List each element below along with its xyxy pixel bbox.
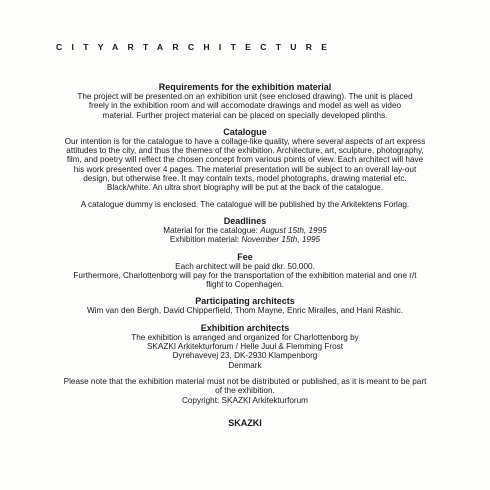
- exhibition-architects-section: [30, 323, 460, 370]
- copyright-line: Copyright: SKAZKI Arkitekturforum: [181, 395, 309, 405]
- deadline-exhibition-date: November 15th, 1995: [241, 235, 321, 245]
- catalogue-line: Black/white. An ultra short biography will be put at the back of the catalogue.: [106, 183, 384, 193]
- requirements-line: freely in the exhibition room and will accomodate drawings and model as well as video: [88, 101, 402, 111]
- catalogue-heading: Catalogue: [223, 126, 267, 137]
- fee-line: Each architect will be paid dkr. 50.000.: [175, 261, 315, 271]
- fee-section: [30, 252, 460, 290]
- notice-section: [30, 377, 460, 405]
- participating-heading: Participating architects: [195, 296, 295, 307]
- participating-section: [30, 296, 460, 315]
- catalogue-line: design, but otherwise free. It may contain texts, model photographs, drawing material etc.: [83, 174, 407, 184]
- catalogue-line: Our intention is for the catalogue to have a collage-like quality, where several aspects of art express: [64, 136, 426, 146]
- document-body: [30, 82, 460, 428]
- fee-line: Furthermore, Charlottenborg will pay for the transportation of the exhibition material and one r/t: [73, 270, 417, 280]
- deadline-exhibition-label: Exhibition material:: [169, 235, 240, 245]
- exhibition-architects-line: Dyrehavevej 23, DK-2930 Klampenborg: [172, 351, 318, 361]
- deadline-catalogue-label: Material for the catalogue:: [163, 225, 258, 235]
- catalogue-line: his work presented over 4 pages. The material presentation will be subject to an overall lay-out: [73, 164, 417, 174]
- exhibition-architects-heading: Exhibition architects: [200, 322, 290, 333]
- fee-line: flight to Copenhagen.: [206, 280, 284, 290]
- catalogue-section: [30, 127, 460, 209]
- exhibition-architects-line: The exhibition is arranged and organized for Charlottenborg by: [131, 332, 359, 342]
- catalogue-line: film, and poetry will reflect the chosen concept from various points of view. Each architect will have: [66, 155, 424, 165]
- fee-heading: Fee: [237, 251, 253, 262]
- deadline-catalogue-date: August 15th, 1995: [260, 225, 327, 235]
- requirements-line: The project will be presented on an exhibition unit (see enclosed drawing). The unit is placed: [77, 92, 413, 101]
- signature: SKAZKI: [228, 417, 262, 428]
- requirements-line: material. Further project material can be placed on specially developed plinths.: [102, 110, 388, 120]
- exhibition-architects-line: SKAZKI Arkitekturforum / Helle Juul & Flemming Frost: [146, 342, 344, 352]
- requirements-heading: Requirements for the exhibition material: [158, 82, 332, 92]
- deadlines-section: [30, 216, 460, 245]
- exhibition-architects-line: Denmark: [228, 360, 262, 370]
- deadline-exhibition: [30, 235, 460, 244]
- requirements-section: [30, 82, 460, 120]
- notice-line: of the exhibition.: [215, 386, 275, 396]
- catalogue-dummy-note: A catalogue dummy is enclosed. The catalogue will be published by the Arkitektens Forlag.: [80, 199, 410, 209]
- notice-line: Please note that the exhibition material must not be distributed or published, as it is meant to be part: [63, 376, 427, 386]
- catalogue-line: attitudes to the city, and thus the themes of the exhibition. Architecture, art, sculpture, photography,: [66, 146, 424, 156]
- deadline-catalogue: [30, 226, 460, 235]
- deadlines-heading: Deadlines: [223, 215, 267, 226]
- masthead-title: CITYARTARCHITECTURE: [56, 42, 337, 52]
- participating-names: Wim van den Bergh, David Chipperfield, Thom Mayne, Enric Miralles, and Hani Rashic.: [86, 306, 404, 316]
